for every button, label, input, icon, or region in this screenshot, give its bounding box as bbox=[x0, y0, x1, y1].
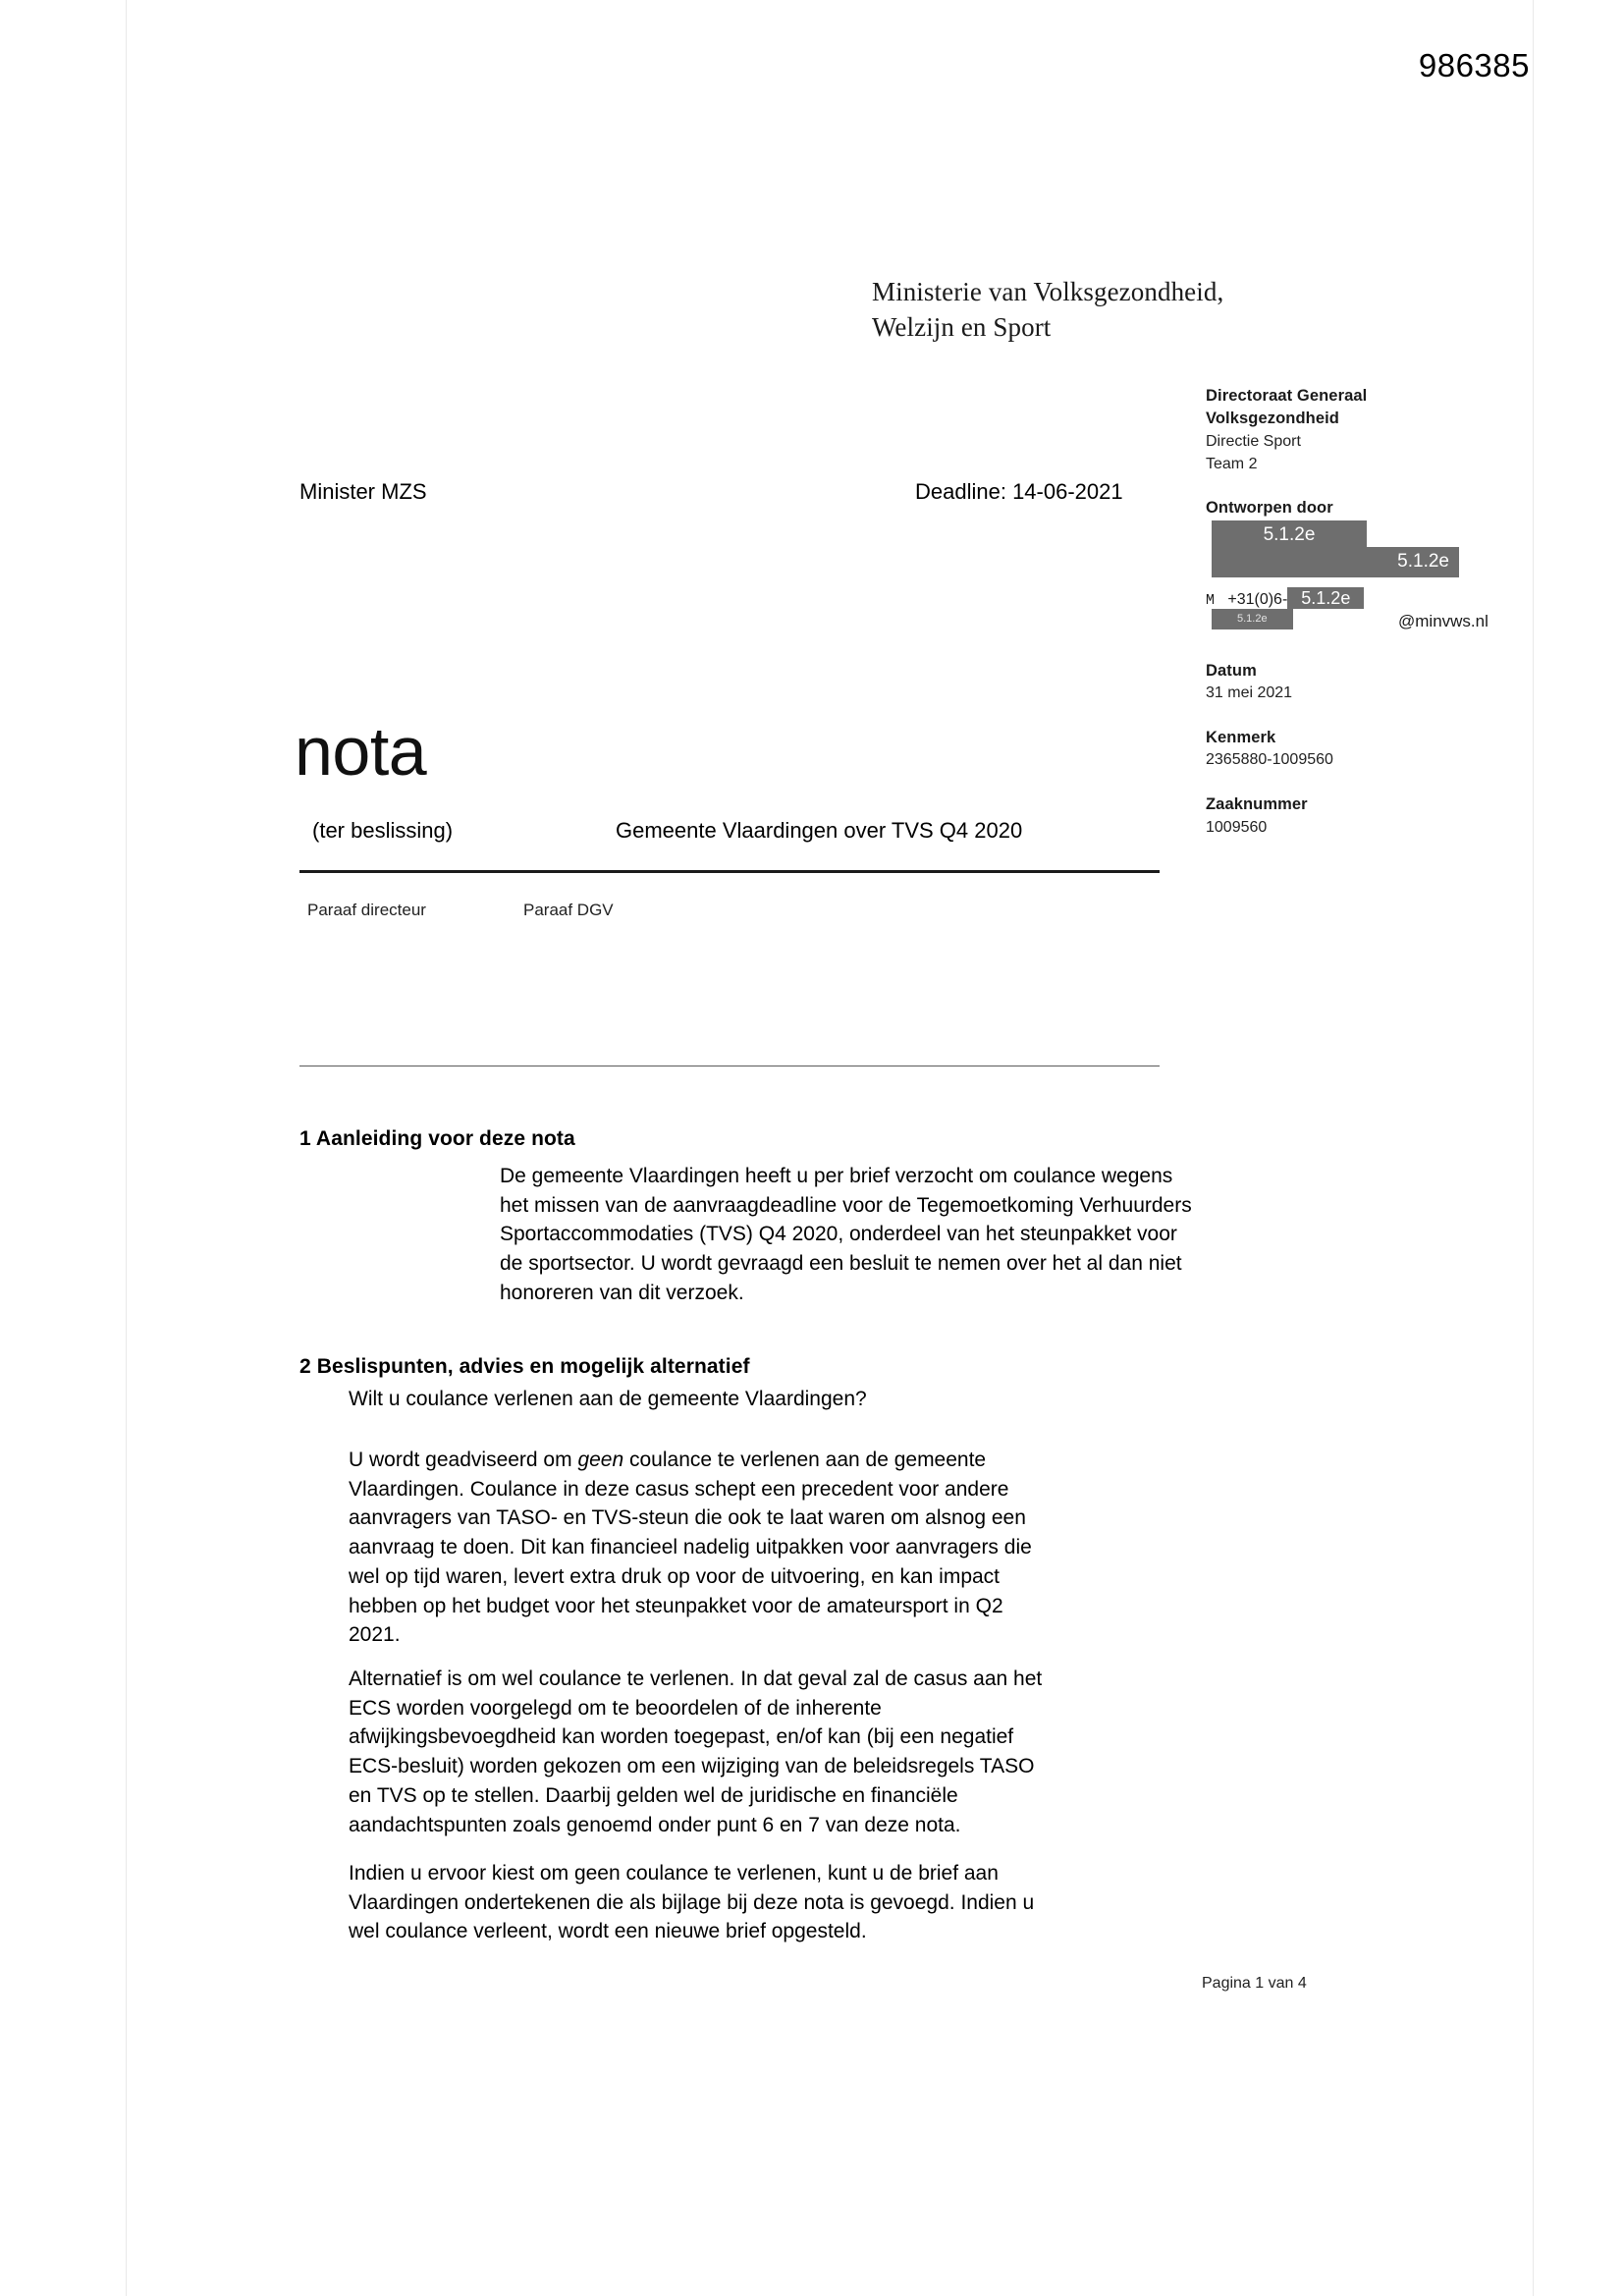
nota-kind: (ter beslissing) bbox=[312, 818, 454, 843]
contact-email-line bbox=[1206, 609, 1489, 630]
ministry-logo bbox=[872, 275, 1223, 345]
org-line-4: Team 2 bbox=[1206, 455, 1258, 472]
org-line-2: Volksgezondheid bbox=[1206, 410, 1339, 428]
deadline: Deadline: 14-06-2021 bbox=[915, 479, 1123, 504]
scan-edge-right bbox=[1533, 0, 1534, 2296]
datum-label: Datum bbox=[1206, 661, 1257, 680]
page-title: nota bbox=[295, 713, 427, 790]
section-2-heading: 2 Beslispunten, advies en mogelijk alternatief bbox=[299, 1355, 750, 1378]
phone-prefix: +31(0)6- bbox=[1227, 591, 1288, 609]
mobile-label: M bbox=[1206, 592, 1216, 610]
meta-block-organisation bbox=[1206, 385, 1461, 475]
section-1-body: De gemeente Vlaardingen heeft u per brief verzocht om coulance wegens het missen van de aanvraagdeadline voor de Tegemoetkoming Verhuurders Sportaccommodaties (TVS) Q4 2020, onderdeel van het steunpakket voor de sportsector. U wordt gevraagd een besluit te nemen over het al dan niet honoreren van dit verzoek. bbox=[500, 1165, 1192, 1304]
addressee: Minister MZS bbox=[299, 479, 427, 504]
nota-subject: Gemeente Vlaardingen over TVS Q4 2020 bbox=[616, 818, 1023, 843]
section-2-p1-emphasis: geen bbox=[577, 1449, 624, 1471]
ministry-logo-line-2: Welzijn en Sport bbox=[872, 311, 1052, 342]
kenmerk-label: Kenmerk bbox=[1206, 728, 1276, 746]
redaction-box-email: 5.1.2e bbox=[1212, 609, 1293, 630]
zaaknummer-label: Zaaknummer bbox=[1206, 795, 1308, 814]
divider-thick bbox=[299, 870, 1160, 873]
ontworpen-door-label: Ontworpen door bbox=[1206, 499, 1333, 518]
redaction-box-function: 5.1.2e bbox=[1212, 547, 1459, 577]
datum-value: 31 mei 2021 bbox=[1206, 684, 1293, 702]
redaction-group-author bbox=[1206, 520, 1461, 577]
redaction-box-name: 5.1.2e bbox=[1212, 520, 1367, 550]
section-2-question: Wilt u coulance verlenen aan de gemeente Vlaardingen? bbox=[349, 1388, 867, 1410]
meta-block-zaaknummer bbox=[1206, 793, 1461, 839]
scan-edge-left bbox=[126, 0, 127, 2296]
section-2-paragraph-1 bbox=[349, 1446, 1036, 1650]
ministry-logo-line-1: Ministerie van Volksgezondheid, bbox=[872, 277, 1224, 306]
meta-block-datum bbox=[1206, 660, 1461, 705]
org-line-3: Directie Sport bbox=[1206, 432, 1301, 450]
section-1-heading: 1 Aanleiding voor deze nota bbox=[299, 1127, 575, 1150]
kenmerk-value: 2365880-1009560 bbox=[1206, 751, 1333, 769]
section-2-p1-part-1: U wordt geadviseerd om bbox=[349, 1449, 578, 1471]
redaction-box-phone: 5.1.2e bbox=[1287, 587, 1364, 609]
email-domain-suffix: @minvws.nl bbox=[1398, 611, 1489, 630]
meta-column bbox=[1206, 385, 1489, 860]
org-line-1: Directoraat Generaal bbox=[1206, 387, 1368, 405]
section-2-paragraph-3: Indien u ervoor kiest om geen coulance te verlenen, kunt u de brief aan Vlaardingen ondertekenen die als bijlage bij deze nota is gevoegd. Indien u wel coulance verleent, wordt een nieuwe brief opgesteld. bbox=[349, 1862, 1035, 1943]
page-footer: Pagina 1 van 4 bbox=[1202, 1975, 1307, 1992]
meta-block-ontworpen-door bbox=[1206, 497, 1489, 630]
meta-block-kenmerk bbox=[1206, 727, 1461, 772]
paraaf-directeur-label: Paraaf directeur bbox=[307, 901, 426, 919]
zaaknummer-value: 1009560 bbox=[1206, 818, 1268, 836]
document-number: 986385 bbox=[1418, 47, 1530, 83]
section-2-p1-part-2: coulance te verlenen aan de gemeente Vlaardingen. Coulance in deze casus schept een precedent voor andere aanvragers van TASO- en TVS-steun die ook te laat waren om alsnog een aanvraag te doen. Dit kan financieel nadelig uitpakken voor aanvragers die wel op tijd waren, levert extra druk op voor de uitvoering, en kan impact hebben op het budget voor het steunpakket voor de amateursport in Q2 2021. bbox=[349, 1449, 1032, 1647]
section-2-paragraph-2: Alternatief is om wel coulance te verlenen. In dat geval zal de casus aan het ECS worden voorgelegd om te beoordelen of de inherente afwijkingsbevoegdheid kan worden toegepast, en/of kan (bij een negatief ECS-besluit) worden gekozen om een wijziging van de beleidsregels TASO en TVS op te stellen. Daarbij gelden wel de juridische en financiële aandachtspunten zoals genoemd onder punt 6 en 7 van deze nota. bbox=[349, 1667, 1043, 1836]
paraaf-dgv-label: Paraaf DGV bbox=[523, 901, 614, 919]
